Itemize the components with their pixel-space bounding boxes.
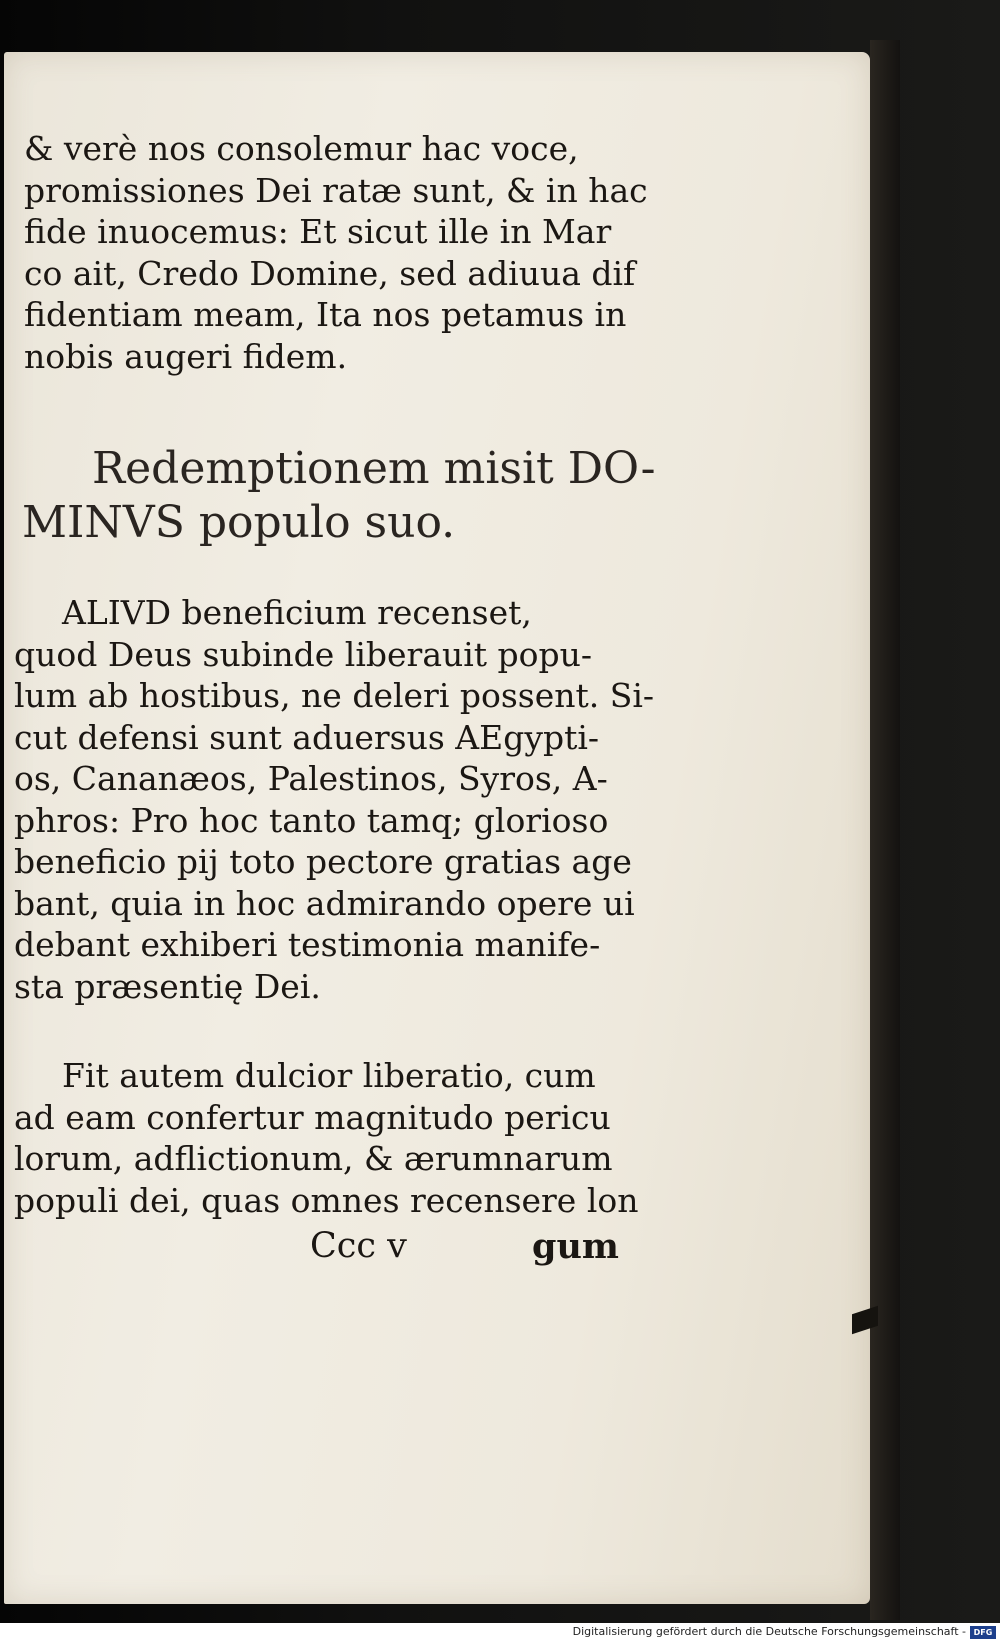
text-line: nobis augeri fidem. bbox=[24, 336, 348, 376]
signature-mark: Ccc v bbox=[310, 1226, 407, 1266]
page-footer-line bbox=[0, 1226, 870, 1270]
dfg-logo: DFG bbox=[970, 1626, 996, 1639]
text-line: co ait, Credo Domine, sed adiuua dif bbox=[24, 253, 636, 293]
text-line: lorum, adflictionum, & ærumnarum bbox=[14, 1139, 613, 1178]
heading-line: MINVS populo suo. bbox=[22, 497, 456, 548]
text-line: quod Deus subinde liberauit popu- bbox=[14, 634, 593, 674]
text-line: os, Cananæos, Palestinos, Syros, A- bbox=[14, 759, 608, 798]
paragraph-2 bbox=[0, 592, 870, 1007]
text-line: beneficio pij toto pectore gratias age bbox=[14, 842, 632, 881]
text-line: ALIVD beneficium recenset, bbox=[62, 593, 532, 632]
digitization-footer bbox=[0, 1623, 1000, 1643]
catchword: gum bbox=[532, 1226, 619, 1267]
paragraph-3 bbox=[0, 1055, 870, 1221]
text-line: fidentiam meam, Ita nos petamus in bbox=[24, 295, 627, 334]
heading-line: Redemptionem misit DO- bbox=[92, 443, 656, 494]
text-line: populi dei, quas omnes recensere lon bbox=[14, 1180, 639, 1220]
text-line: promissiones Dei ratæ sunt, & in hac bbox=[24, 170, 648, 210]
text-line: ad eam confertur magnitudo pericu bbox=[14, 1097, 611, 1137]
text-line: fide inuocemus: Et sicut ille in Mar bbox=[24, 212, 612, 251]
text-line: cut defensi sunt aduersus AEgypti- bbox=[14, 717, 600, 757]
funding-credit: Digitalisierung gefördert durch die Deutsche Forschungsgemeinschaft - bbox=[572, 1625, 966, 1638]
text-line: bant, quia in hoc admirando opere ui bbox=[14, 883, 635, 923]
text-line: & verè nos consolemur hac voce, bbox=[24, 129, 579, 168]
text-line: debant exhiberi testimonia manife- bbox=[14, 925, 601, 964]
text-line: Fit autem dulcior liberatio, cum bbox=[62, 1056, 596, 1095]
section-heading bbox=[0, 442, 870, 550]
paragraph-1 bbox=[24, 128, 894, 377]
text-line: sta præsentię Dei. bbox=[14, 966, 321, 1006]
text-line: lum ab hostibus, ne deleri possent. Si- bbox=[14, 676, 655, 715]
text-line: phros: Pro hoc tanto tamq; glorioso bbox=[14, 800, 609, 840]
